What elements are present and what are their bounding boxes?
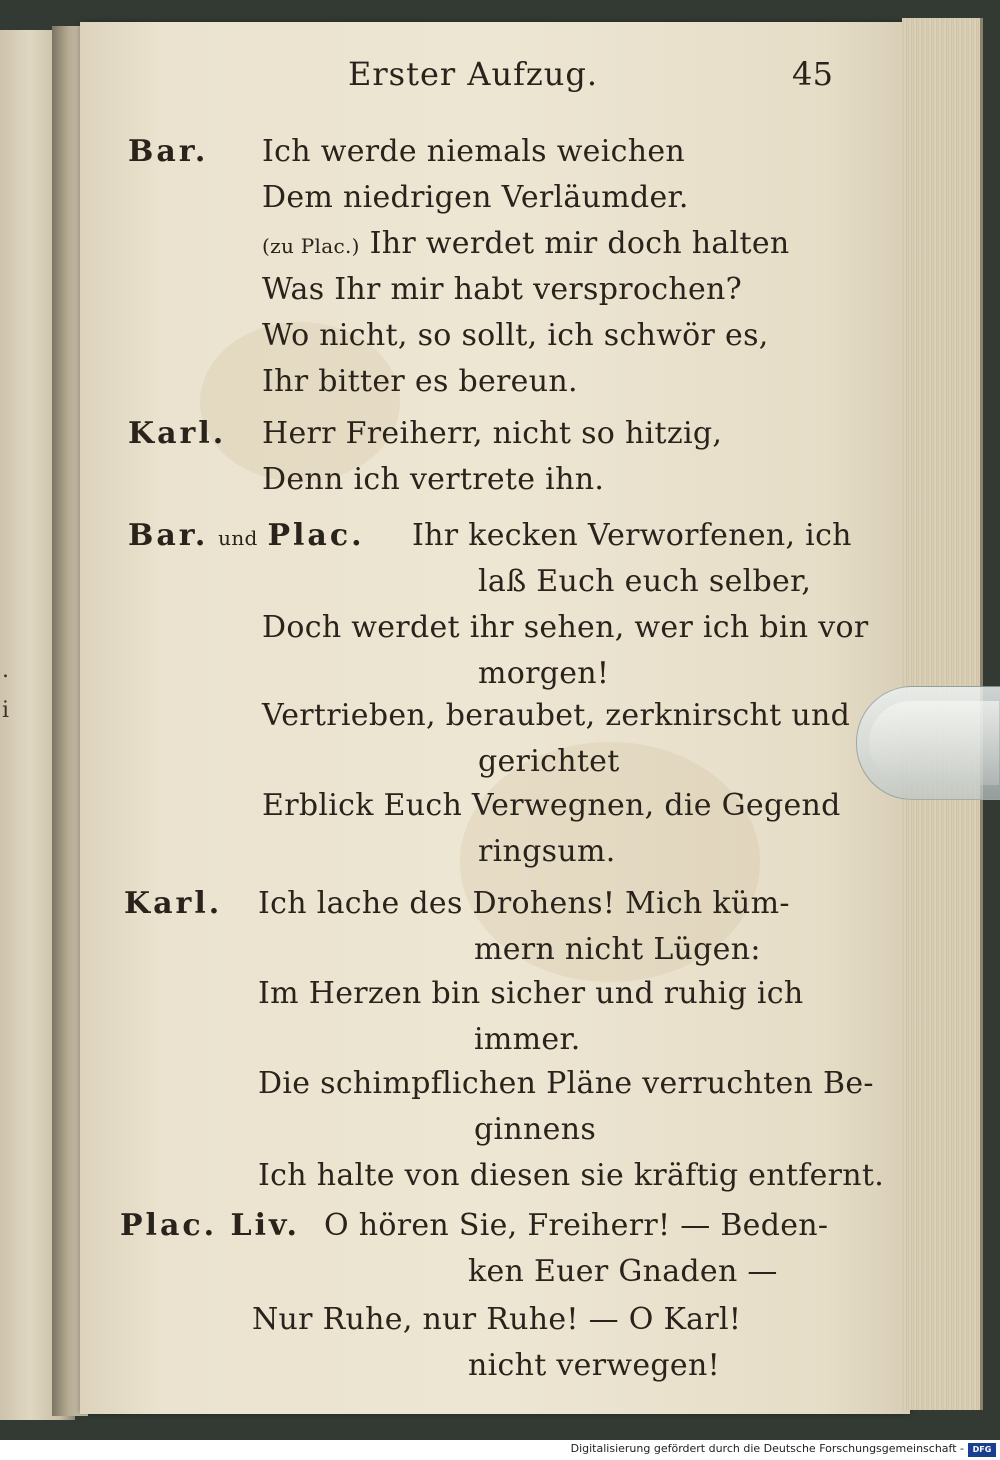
verse-line: Herr Freiherr, nicht so hitzig, — [262, 416, 723, 451]
running-title: Erster Aufzug. — [348, 55, 599, 93]
speaker-label: Plac. — [267, 518, 365, 553]
verse-line: Im Herzen bin sicher und ruhig ich — [258, 976, 804, 1011]
page-number: 45 — [792, 55, 834, 93]
verse-line-text: Ihr werdet mir doch halten — [369, 226, 790, 261]
verse-line: O hören Sie, Freiherr! — Beden- — [324, 1208, 829, 1243]
left-page-mark: . — [2, 658, 9, 683]
page-clip-highlight — [869, 701, 999, 785]
speaker-label-group — [128, 518, 365, 556]
footer-bar — [0, 1440, 1000, 1460]
verse-line: Denn ich vertrete ihn. — [262, 462, 605, 497]
verse-line: Nur Ruhe, nur Ruhe! — O Karl! — [252, 1302, 742, 1337]
left-page-mark: i — [2, 698, 10, 723]
verse-line: Ihr kecken Verworfenen, ich — [412, 518, 852, 553]
speaker-label: Bar. — [128, 518, 209, 553]
dfg-logo-icon: DFG — [968, 1443, 996, 1457]
verse-line: ginnens — [474, 1112, 597, 1147]
speaker-label: Plac. Liv. — [120, 1208, 300, 1243]
verse-line: Vertrieben, beraubet, zerknirscht und — [262, 698, 851, 733]
verse-line: mern nicht Lügen: — [474, 932, 761, 967]
verse-line: morgen! — [478, 656, 610, 691]
verse-line: nicht verwegen! — [468, 1348, 720, 1383]
stage-direction: (zu Plac.) — [262, 234, 360, 258]
verse-line: Die schimpflichen Pläne verruchten Be- — [258, 1066, 874, 1101]
verse-line: immer. — [474, 1022, 581, 1057]
verse-line: Erblick Euch Verwegnen, die Gegend — [262, 788, 841, 823]
speaker-label: Karl. — [124, 886, 223, 921]
speaker-label: Bar. — [128, 134, 209, 169]
verse-line: Dem niedrigen Verläumder. — [262, 180, 689, 215]
funding-credit: Digitalisierung gefördert durch die Deutsche Forschungsgemeinschaft - — [570, 1442, 964, 1455]
verse-line: Ihr bitter es bereun. — [262, 364, 578, 399]
verse-line: Ich lache des Drohens! Mich küm- — [258, 886, 790, 921]
verse-line: Was Ihr mir habt versprochen? — [262, 272, 743, 307]
page-text — [80, 22, 910, 1414]
speaker-label: Karl. — [128, 416, 227, 451]
verse-line — [262, 226, 790, 264]
verse-line: ringsum. — [478, 834, 616, 869]
verse-line: Ich werde niemals weichen — [262, 134, 686, 169]
verse-line: ken Euer Gnaden — — [468, 1254, 778, 1289]
verse-line: Wo nicht, so sollt, ich schwör es, — [262, 318, 769, 353]
verse-line: Ich halte von diesen sie kräftig entfernt. — [258, 1158, 885, 1193]
speaker-conjunction: und — [218, 526, 258, 550]
verse-line: laß Euch euch selber, — [478, 564, 812, 599]
verse-line: Doch werdet ihr sehen, wer ich bin vor — [262, 610, 869, 645]
page-clip — [856, 686, 1000, 800]
verse-line: gerichtet — [478, 744, 620, 779]
